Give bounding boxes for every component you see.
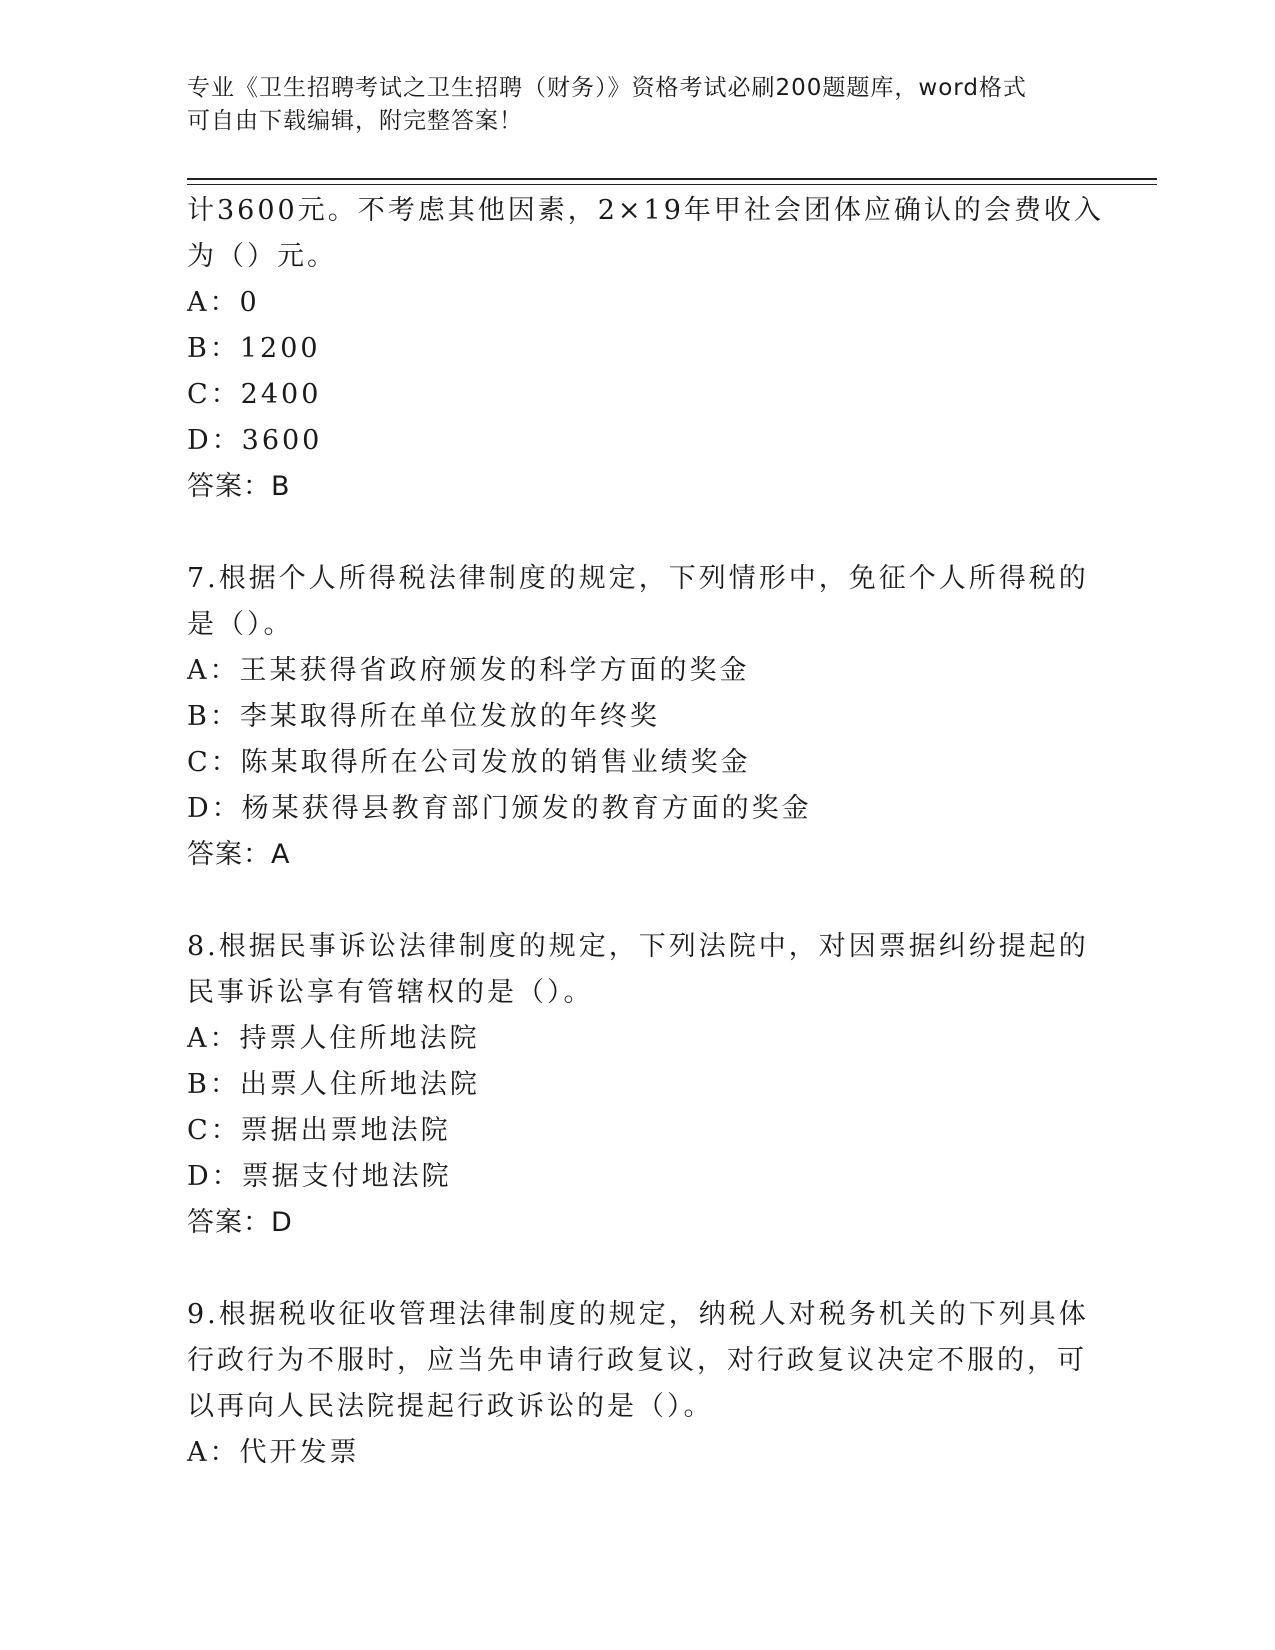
question-stem-line: 7.根据个人所得税法律制度的规定，下列情形中，免征个人所得税的 <box>187 563 1089 594</box>
option-b: B：1200 <box>187 333 321 364</box>
option-a: A：代开发票 <box>187 1437 360 1468</box>
option-c: C：陈某取得所在公司发放的销售业绩奖金 <box>187 747 751 778</box>
question-stem-line: 是（）。 <box>187 609 294 640</box>
question-stem-line: 行政行为不服时，应当先申请行政复议，对行政复议决定不服的，可 <box>187 1345 1087 1376</box>
option-c: C：2400 <box>187 379 322 410</box>
question-8 <box>187 924 1087 1246</box>
option-b: B：李某取得所在单位发放的年终奖 <box>187 701 660 732</box>
question-stem-line: 计3600元。不考虑其他因素，2×19年甲社会团体应确认的会费收入 <box>187 195 1104 226</box>
question-list <box>187 188 1104 1476</box>
answer-label: 答案：B <box>187 471 291 502</box>
question-stem-line: 民事诉讼享有管辖权的是（）。 <box>187 977 594 1008</box>
header-divider-bottom <box>187 184 1157 185</box>
document-header <box>187 72 1087 138</box>
option-a: A：王某获得省政府颁发的科学方面的奖金 <box>187 655 750 686</box>
option-b: B：出票人住所地法院 <box>187 1069 480 1100</box>
question-6 <box>187 188 1104 510</box>
option-c: C：票据出票地法院 <box>187 1115 451 1146</box>
option-d: D：3600 <box>187 425 323 456</box>
spacer <box>187 510 1087 556</box>
question-7 <box>187 556 1087 878</box>
spacer <box>187 878 1087 924</box>
question-9 <box>187 1292 1087 1476</box>
option-d: D：票据支付地法院 <box>187 1161 452 1192</box>
header-divider-top <box>187 178 1157 180</box>
spacer <box>187 1246 1087 1292</box>
question-stem-line: 以再向人民法院提起行政诉讼的是（）。 <box>187 1391 714 1422</box>
header-title-line-2: 可自由下载编辑，附完整答案！ <box>187 108 523 134</box>
option-a: A：持票人住所地法院 <box>187 1023 480 1054</box>
option-a: A：0 <box>187 287 260 318</box>
question-stem-line: 为（）元。 <box>187 241 337 272</box>
answer-label: 答案：D <box>187 1207 293 1238</box>
answer-label: 答案：A <box>187 839 291 870</box>
question-stem-line: 8.根据民事诉讼法律制度的规定，下列法院中，对因票据纠纷提起的 <box>187 931 1089 962</box>
question-stem-line: 9.根据税收征收管理法律制度的规定，纳税人对税务机关的下列具体 <box>187 1299 1089 1330</box>
option-d: D：杨某获得县教育部门颁发的教育方面的奖金 <box>187 793 812 824</box>
header-title-line-1: 专业《卫生招聘考试之卫生招聘（财务）》资格考试必刷200题题库，word格式 <box>187 75 1027 101</box>
